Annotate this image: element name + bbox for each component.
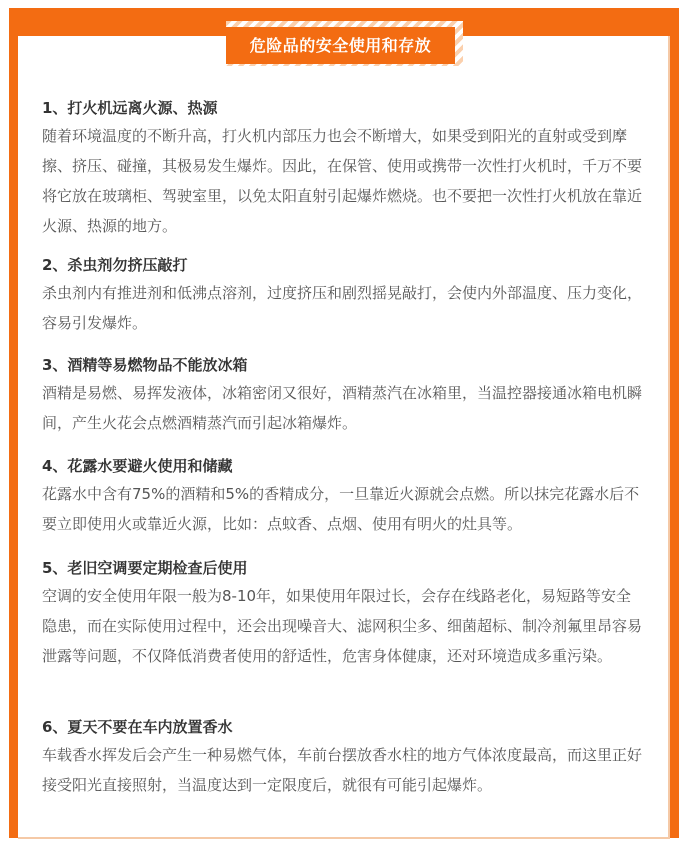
section-heading: 2、杀虫剂勿挤压敲打 — [42, 256, 188, 274]
section-alcohol — [42, 352, 642, 438]
section-heading: 5、老旧空调要定期检查后使用 — [42, 559, 248, 577]
section-body: 酒精是易燃、易挥发液体，冰箱密闭又很好，酒精蒸汽在冰箱里，当温控器接通冰箱电机瞬间，产生火花会点燃酒精蒸汽而引起冰箱爆炸。 — [42, 384, 643, 432]
page-title: 危险品的安全使用和存放 — [226, 27, 455, 64]
section-heading: 3、酒精等易燃物品不能放冰箱 — [42, 356, 248, 374]
section-heading: 4、花露水要避火使用和储藏 — [42, 457, 233, 475]
title-banner — [226, 21, 463, 66]
section-heading: 1、打火机远离火源、热源 — [42, 99, 218, 117]
section-body: 车载香水挥发后会产生一种易燃气体，车前台摆放香水柱的地方气体浓度最高，而这里正好接受阳光直接照射，当温度达到一定限度后，就很有可能引起爆炸。 — [42, 746, 643, 794]
section-body: 随着环境温度的不断升高，打火机内部压力也会不断增大，如果受到阳光的直射或受到摩擦、挤压、碰撞，其极易发生爆炸。因此，在保管、使用或携带一次性打火机时，千万不要将它放在玻璃柜、驾驶室里，以免太阳直射引起爆炸燃烧。也不要把一次性打火机放在靠近火源、热源的地方。 — [42, 127, 643, 235]
section-air-conditioner — [42, 555, 642, 671]
section-lighter — [42, 95, 642, 241]
section-heading: 6、夏天不要在车内放置香水 — [42, 718, 233, 736]
section-body: 杀虫剂内有推进剂和低沸点溶剂，过度挤压和剧烈摇晃敲打，会使内外部温度、压力变化，容易引发爆炸。 — [42, 284, 643, 332]
section-toilet-water — [42, 453, 642, 539]
section-body: 空调的安全使用年限一般为8-10年，如果使用年限过长，会存在线路老化，易短路等安全隐患，而在实际使用过程中，还会出现噪音大、滤网积尘多、细菌超标、制冷剂氟里昂容易泄露等问题，不仅降低消费者使用的舒适性，危害身体健康，还对环境造成多重污染。 — [42, 587, 643, 665]
section-insecticide — [42, 252, 642, 338]
section-body: 花露水中含有75%的酒精和5%的香精成分，一旦靠近火源就会点燃。所以抹完花露水后不要立即使用火或靠近火源，比如：点蚊香、点烟、使用有明火的灶具等。 — [42, 485, 640, 533]
section-car-perfume — [42, 714, 642, 800]
